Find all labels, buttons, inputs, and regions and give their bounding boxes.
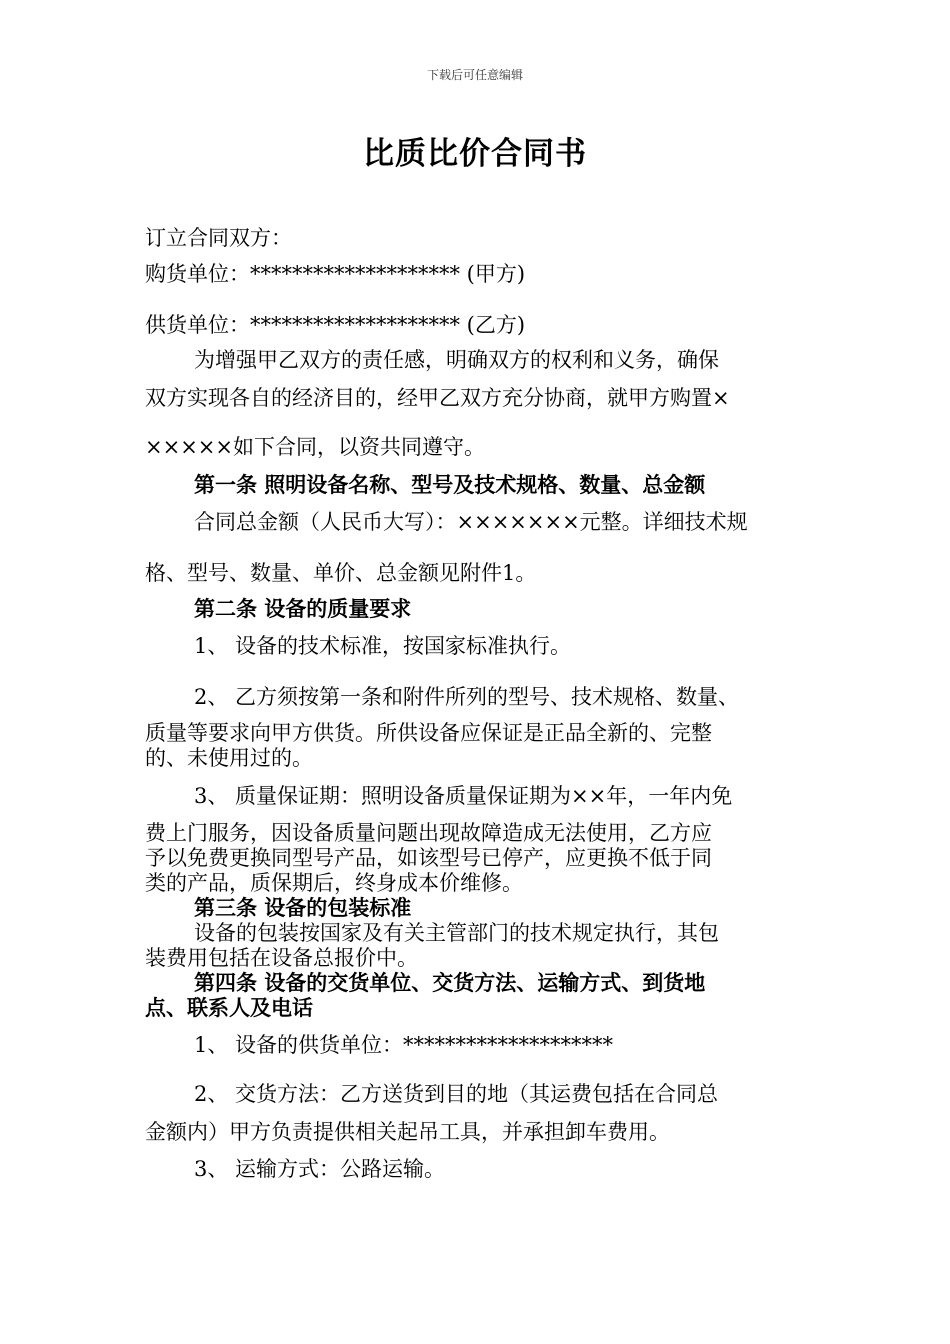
preamble-line-1: 为增强甲乙双方的责任感，明确双方的权利和义务，确保 [194, 348, 719, 372]
supplier-line: 供货单位：******************** (乙方) [145, 313, 526, 337]
article-3-line-2: 装费用包括在设备总报价中。 [145, 946, 418, 970]
article-2-item-2-line-2: 质量等要求向甲方供货。所供设备应保证是正品全新的、完整 [145, 721, 712, 745]
article-4-item-1: 1、 设备的供货单位：******************** [194, 1033, 614, 1057]
article-2-item-3-line-3: 予以免费更换同型号产品，如该型号已停产，应更换不低于同 [145, 846, 712, 870]
article-4-heading-line-2: 点、联系人及电话 [145, 995, 313, 1020]
article-3-line-1: 设备的包装按国家及有关主管部门的技术规定执行，其包 [194, 921, 719, 945]
article-2-item-3-line-1: 3、 质量保证期：照明设备质量保证期为××年，一年内免 [194, 784, 733, 808]
buyer-line: 购货单位：******************** (甲方) [145, 262, 526, 286]
preamble-line-2: 双方实现各自的经济目的，经甲乙双方充分协商，就甲方购置× [145, 386, 730, 410]
parties-intro: 订立合同双方： [145, 226, 292, 250]
article-2-item-3-line-2: 费上门服务，因设备质量问题出现故障造成无法使用，乙方应 [145, 821, 712, 845]
article-1-line-2: 格、型号、数量、单价、总金额见附件1。 [145, 561, 537, 585]
article-2-heading: 第二条 设备的质量要求 [194, 596, 412, 621]
article-2-item-1: 1、 设备的技术标准，按国家标准执行。 [194, 634, 572, 658]
document-title: 比质比价合同书 [363, 136, 587, 172]
article-3-heading: 第三条 设备的包装标准 [194, 895, 412, 920]
article-2-item-3-line-4: 类的产品，质保期后，终身成本价维修。 [145, 871, 523, 895]
article-2-item-2-line-1: 2、 乙方须按第一条和附件所列的型号、技术规格、数量、 [194, 685, 740, 709]
page-header-note: 下载后可任意编辑 [426, 68, 523, 82]
article-4-heading-line-1: 第四条 设备的交货单位、交货方法、运输方式、到货地 [194, 970, 706, 995]
article-1-heading: 第一条 照明设备名称、型号及技术规格、数量、总金额 [194, 472, 706, 497]
article-4-item-2-line-1: 2、 交货方法：乙方送货到目的地（其运费包括在合同总 [194, 1082, 719, 1106]
article-1-line-1: 合同总金额（人民币大写）：×××××××元整。详细技术规 [194, 510, 748, 534]
article-4-item-2-line-2: 金额内）甲方负责提供相关起吊工具，并承担卸车费用。 [145, 1120, 670, 1144]
preamble-line-3: ×××××如下合同，以资共同遵守。 [145, 435, 485, 459]
article-2-item-2-line-3: 的、未使用过的。 [145, 746, 313, 770]
article-4-item-3: 3、 运输方式：公路运输。 [194, 1157, 446, 1181]
